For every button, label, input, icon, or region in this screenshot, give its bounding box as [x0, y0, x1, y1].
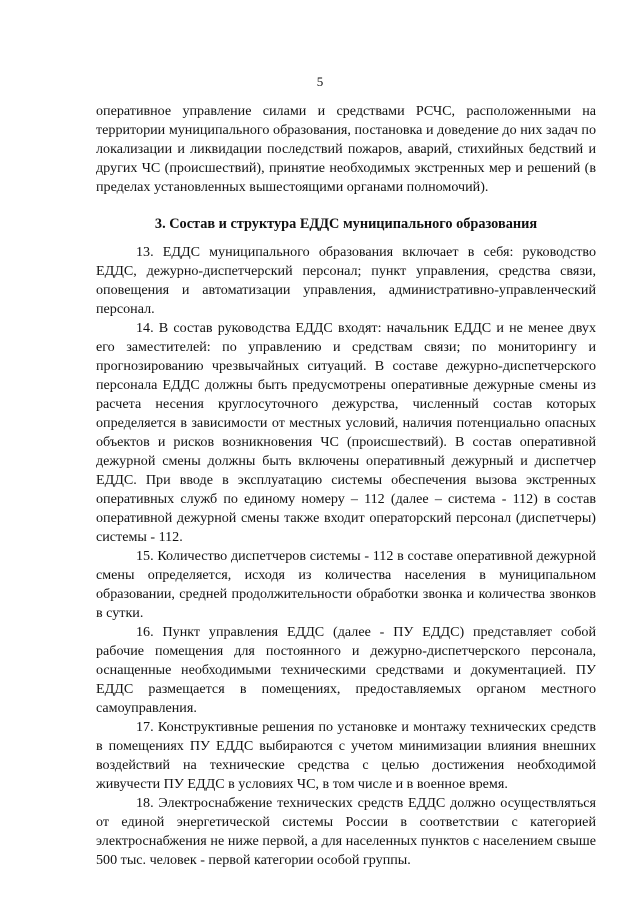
paragraph-18: 18. Электроснабжение технических средств ЕДДС должно осуществляться от единой энергетической системы России в соответствии с категорией электроснабжения не ниже первой, а для населенных пунктов с населением свыше 500 тыс. человек - первой категории особой группы. [96, 795, 596, 868]
paragraph-17: 17. Конструктивные решения по установке и монтажу технических средств в помещениях ПУ ЕДДС выбираются с учетом минимизации влияния внешних воздействий на технические средства с целью достижения необходимой живучести ПУ ЕДДС в условиях ЧС, в том числе и в военное время. [96, 719, 596, 792]
page-number: 5 [316, 74, 324, 89]
intro-paragraph: оперативное управление силами и средствами РСЧС, расположенными на территории муниципального образования, постановка и доведение до них задач по локализации и ликвидации последствий пожаров, аварий, стихийных бедствий и других ЧС (происшествий), принятие необходимых экстренных мер и решений (в пределах установленных вышестоящими органами полномочий). [96, 103, 596, 195]
paragraph-14: 14. В состав руководства ЕДДС входят: начальник ЕДДС и не менее двух его заместителей: по управлению и средствам связи; по мониторингу и прогнозированию чрезвычайных ситуаций. В составе дежурно-диспетчерского персонала ЕДДС должны быть предусмотрены оперативные дежурные смены из расчета несения круглосуточного дежурства, численный состав которых определяется в зависимости от местных условий, наличия потенциально опасных объектов и рисков возникновения ЧС (происшествий). В состав оперативной дежурной смены должны быть включены оперативный дежурный и диспетчер ЕДДС. При вводе в эксплуатацию системы обеспечения вызова экстренных оперативных служб по единому номеру – 112 (далее – система - 112) в состав оперативной дежурной смены также входит операторский персонал (диспетчеры) системы - 112. [96, 320, 596, 545]
section-heading: 3. Состав и структура ЕДДС муниципального образования [154, 216, 538, 232]
paragraph-16: 16. Пункт управления ЕДДС (далее - ПУ ЕДДС) представляет собой рабочие помещения для постоянного и дежурно-диспетчерского персонала, оснащенные необходимыми техническими средствами и документацией. ПУ ЕДДС размещается в помещениях, предоставляемых органом местного самоуправления. [96, 624, 596, 716]
paragraph-15: 15. Количество диспетчеров системы - 112 в составе оперативной дежурной смены определяется, исходя из количества населения в муниципальном образовании, средней продолжительности обработки звонка и количества звонков в сутки. [96, 548, 596, 621]
paragraph-13: 13. ЕДДС муниципального образования включает в себя: руководство ЕДДС, дежурно-диспетчерский персонал; пункт управления, средства связи, оповещения и автоматизации управления, административно-управленческий персонал. [96, 244, 596, 317]
page-content [96, 102, 596, 870]
